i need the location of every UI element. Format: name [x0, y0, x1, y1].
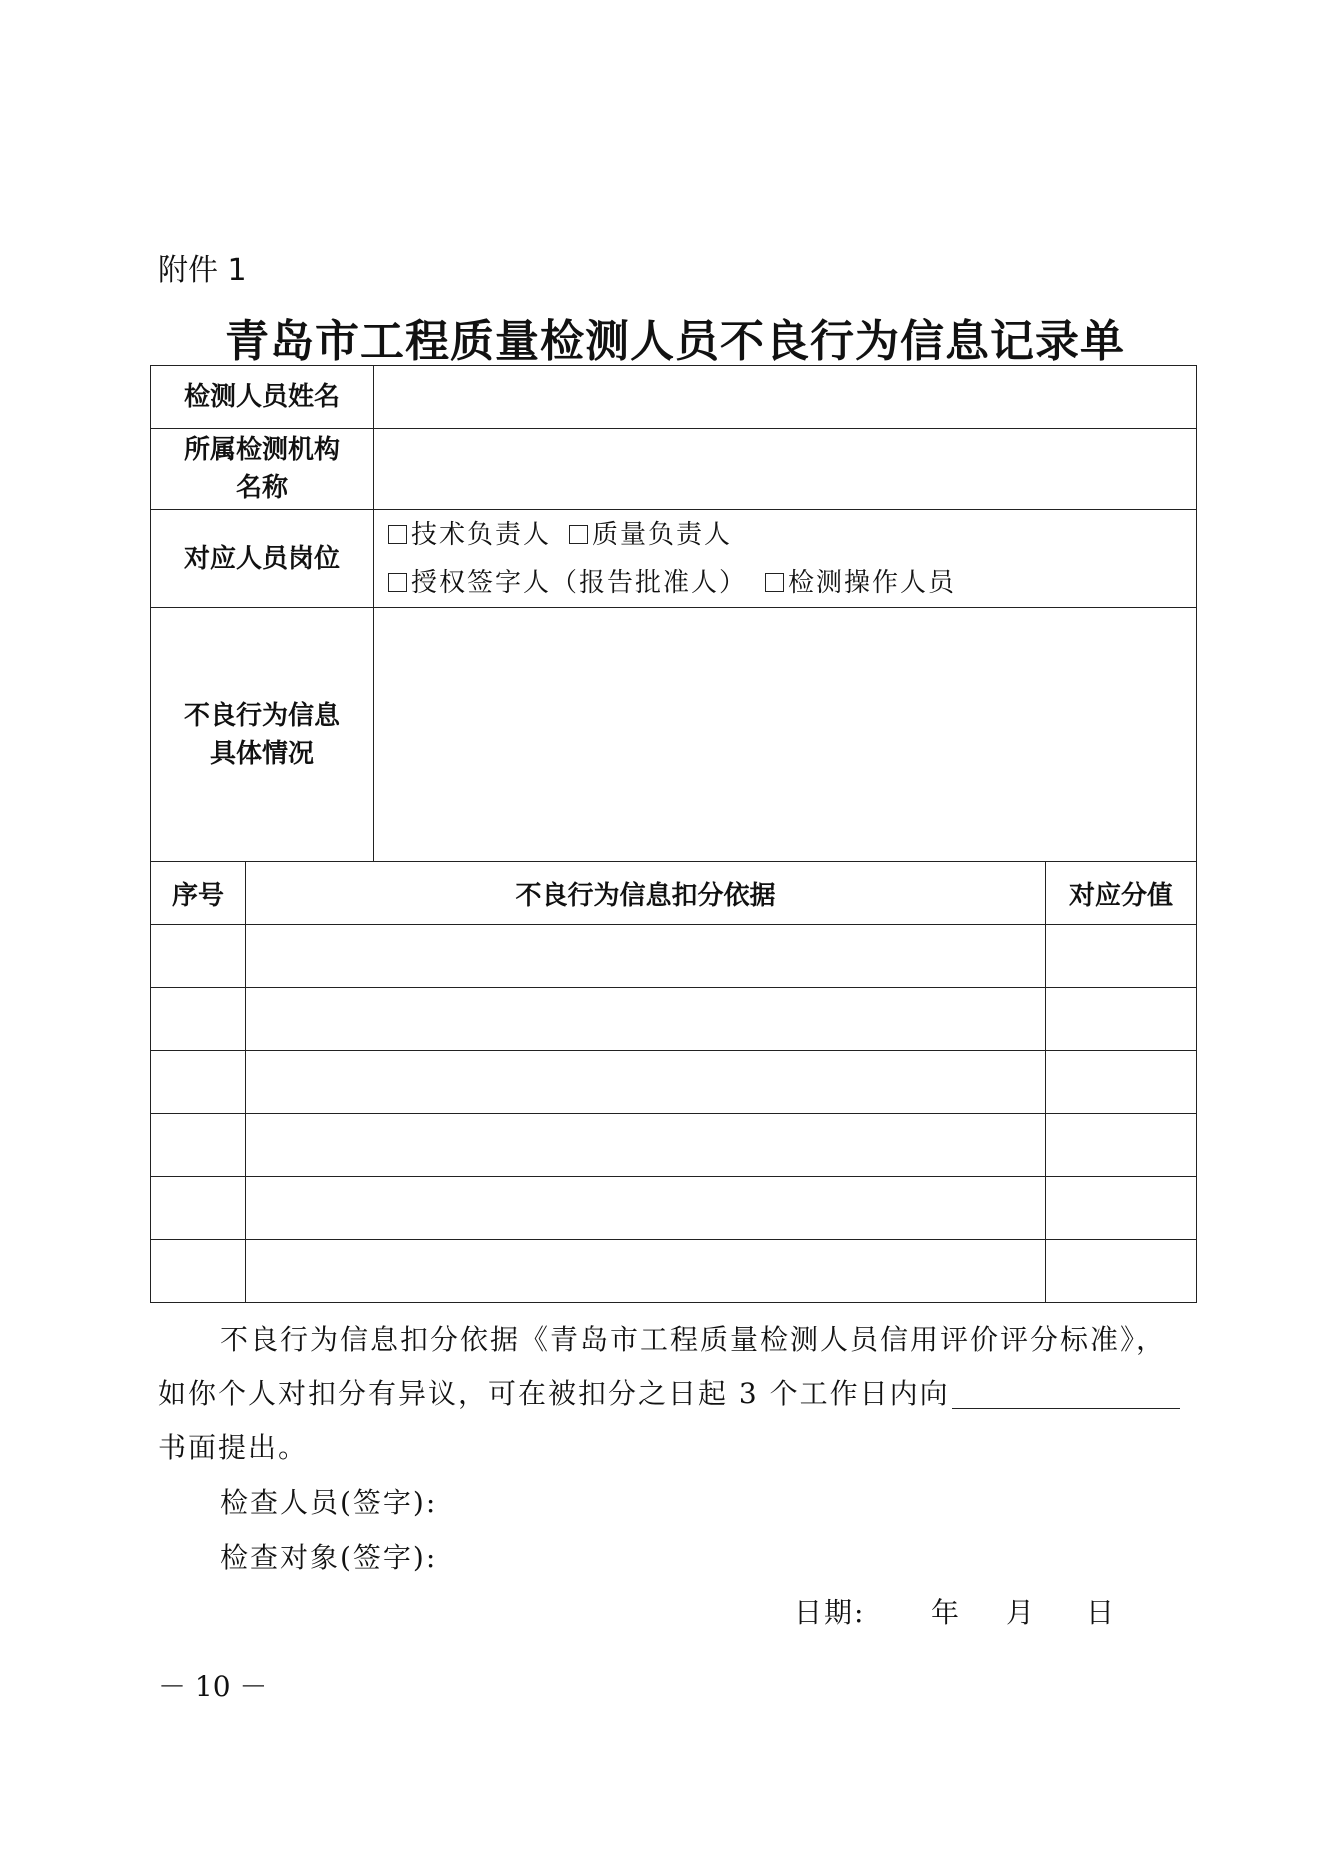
row-behavior-details [151, 608, 1197, 862]
position-options-line2 [374, 559, 1196, 607]
checkbox-icon[interactable] [388, 525, 407, 544]
row-person-name [151, 366, 1197, 429]
score-table-header [151, 862, 1197, 925]
date-month: 月 [1006, 1596, 1037, 1629]
cell-score[interactable] [1046, 925, 1197, 988]
header-deduction-basis: 不良行为信息扣分依据 [246, 862, 1046, 925]
page-number: － 10 － [158, 1670, 268, 1703]
cell-basis[interactable] [246, 1177, 1046, 1240]
option-authorized-signatory[interactable] [388, 568, 747, 598]
position-options [374, 510, 1197, 608]
notice-line2-text: 如你个人对扣分有异议，可在被扣分之日起 3 个工作日内向 [158, 1377, 950, 1410]
row-position [151, 510, 1197, 608]
header-score: 对应分值 [1046, 862, 1197, 925]
position-options-line1 [374, 511, 1196, 559]
cell-serial[interactable] [151, 1177, 246, 1240]
document-title: 青岛市工程质量检测人员不良行为信息记录单 [225, 316, 1125, 367]
option-test-operator[interactable] [765, 568, 956, 598]
cell-serial[interactable] [151, 1114, 246, 1177]
table-row [151, 988, 1197, 1051]
cell-score[interactable] [1046, 988, 1197, 1051]
attachment-label: 附件 1 [158, 253, 247, 288]
checkbox-icon[interactable] [765, 573, 784, 592]
option-quality-director[interactable] [569, 520, 732, 550]
option-label: 技术负责人 [411, 519, 552, 550]
behavior-label-line1: 不良行为信息 [184, 700, 341, 731]
recipient-blank-field[interactable] [952, 1380, 1180, 1409]
behavior-details-field[interactable] [374, 608, 1197, 862]
cell-serial[interactable] [151, 1051, 246, 1114]
cell-basis[interactable] [246, 988, 1046, 1051]
notice-line2 [158, 1372, 1198, 1412]
agency-name-field[interactable] [374, 429, 1197, 510]
option-label: 质量负责人 [592, 519, 733, 550]
checkbox-icon[interactable] [388, 573, 407, 592]
agency-name-label [151, 429, 374, 510]
table-row [151, 925, 1197, 988]
cell-score[interactable] [1046, 1177, 1197, 1240]
cell-serial[interactable] [151, 925, 246, 988]
table-row [151, 1177, 1197, 1240]
option-label: 授权签字人（报告批准人） [411, 567, 748, 598]
option-technical-director[interactable] [388, 520, 551, 550]
notice-line3: 书面提出。 [158, 1431, 309, 1464]
header-serial-number: 序号 [151, 862, 246, 925]
cell-score[interactable] [1046, 1114, 1197, 1177]
date-day: 日 [1086, 1596, 1117, 1629]
person-name-field[interactable] [374, 366, 1197, 429]
cell-serial[interactable] [151, 1240, 246, 1303]
behavior-label-line2: 具体情况 [210, 738, 315, 769]
table-row [151, 1051, 1197, 1114]
agency-label-line2: 名称 [236, 473, 289, 503]
person-name-label: 检测人员姓名 [151, 366, 374, 429]
behavior-details-label [151, 608, 374, 862]
cell-basis[interactable] [246, 1051, 1046, 1114]
notice-line1: 不良行为信息扣分依据《青岛市工程质量检测人员信用评价评分标准》， [220, 1323, 1167, 1356]
agency-label-line1: 所属检测机构 [184, 435, 341, 465]
record-form-table [150, 365, 1197, 1303]
row-agency-name [151, 429, 1197, 510]
date-year: 年 [931, 1596, 962, 1629]
cell-basis[interactable] [246, 925, 1046, 988]
option-label: 检测操作人员 [788, 567, 957, 598]
cell-basis[interactable] [246, 1240, 1046, 1303]
subject-signature-label: 检查对象(签字): [220, 1541, 438, 1574]
table-row [151, 1240, 1197, 1303]
cell-score[interactable] [1046, 1240, 1197, 1303]
table-row [151, 1114, 1197, 1177]
checkbox-icon[interactable] [569, 525, 588, 544]
inspector-signature-label: 检查人员(签字): [220, 1486, 438, 1519]
cell-serial[interactable] [151, 988, 246, 1051]
cell-score[interactable] [1046, 1051, 1197, 1114]
cell-basis[interactable] [246, 1114, 1046, 1177]
position-label: 对应人员岗位 [151, 510, 374, 608]
date-label: 日期: [794, 1596, 866, 1629]
